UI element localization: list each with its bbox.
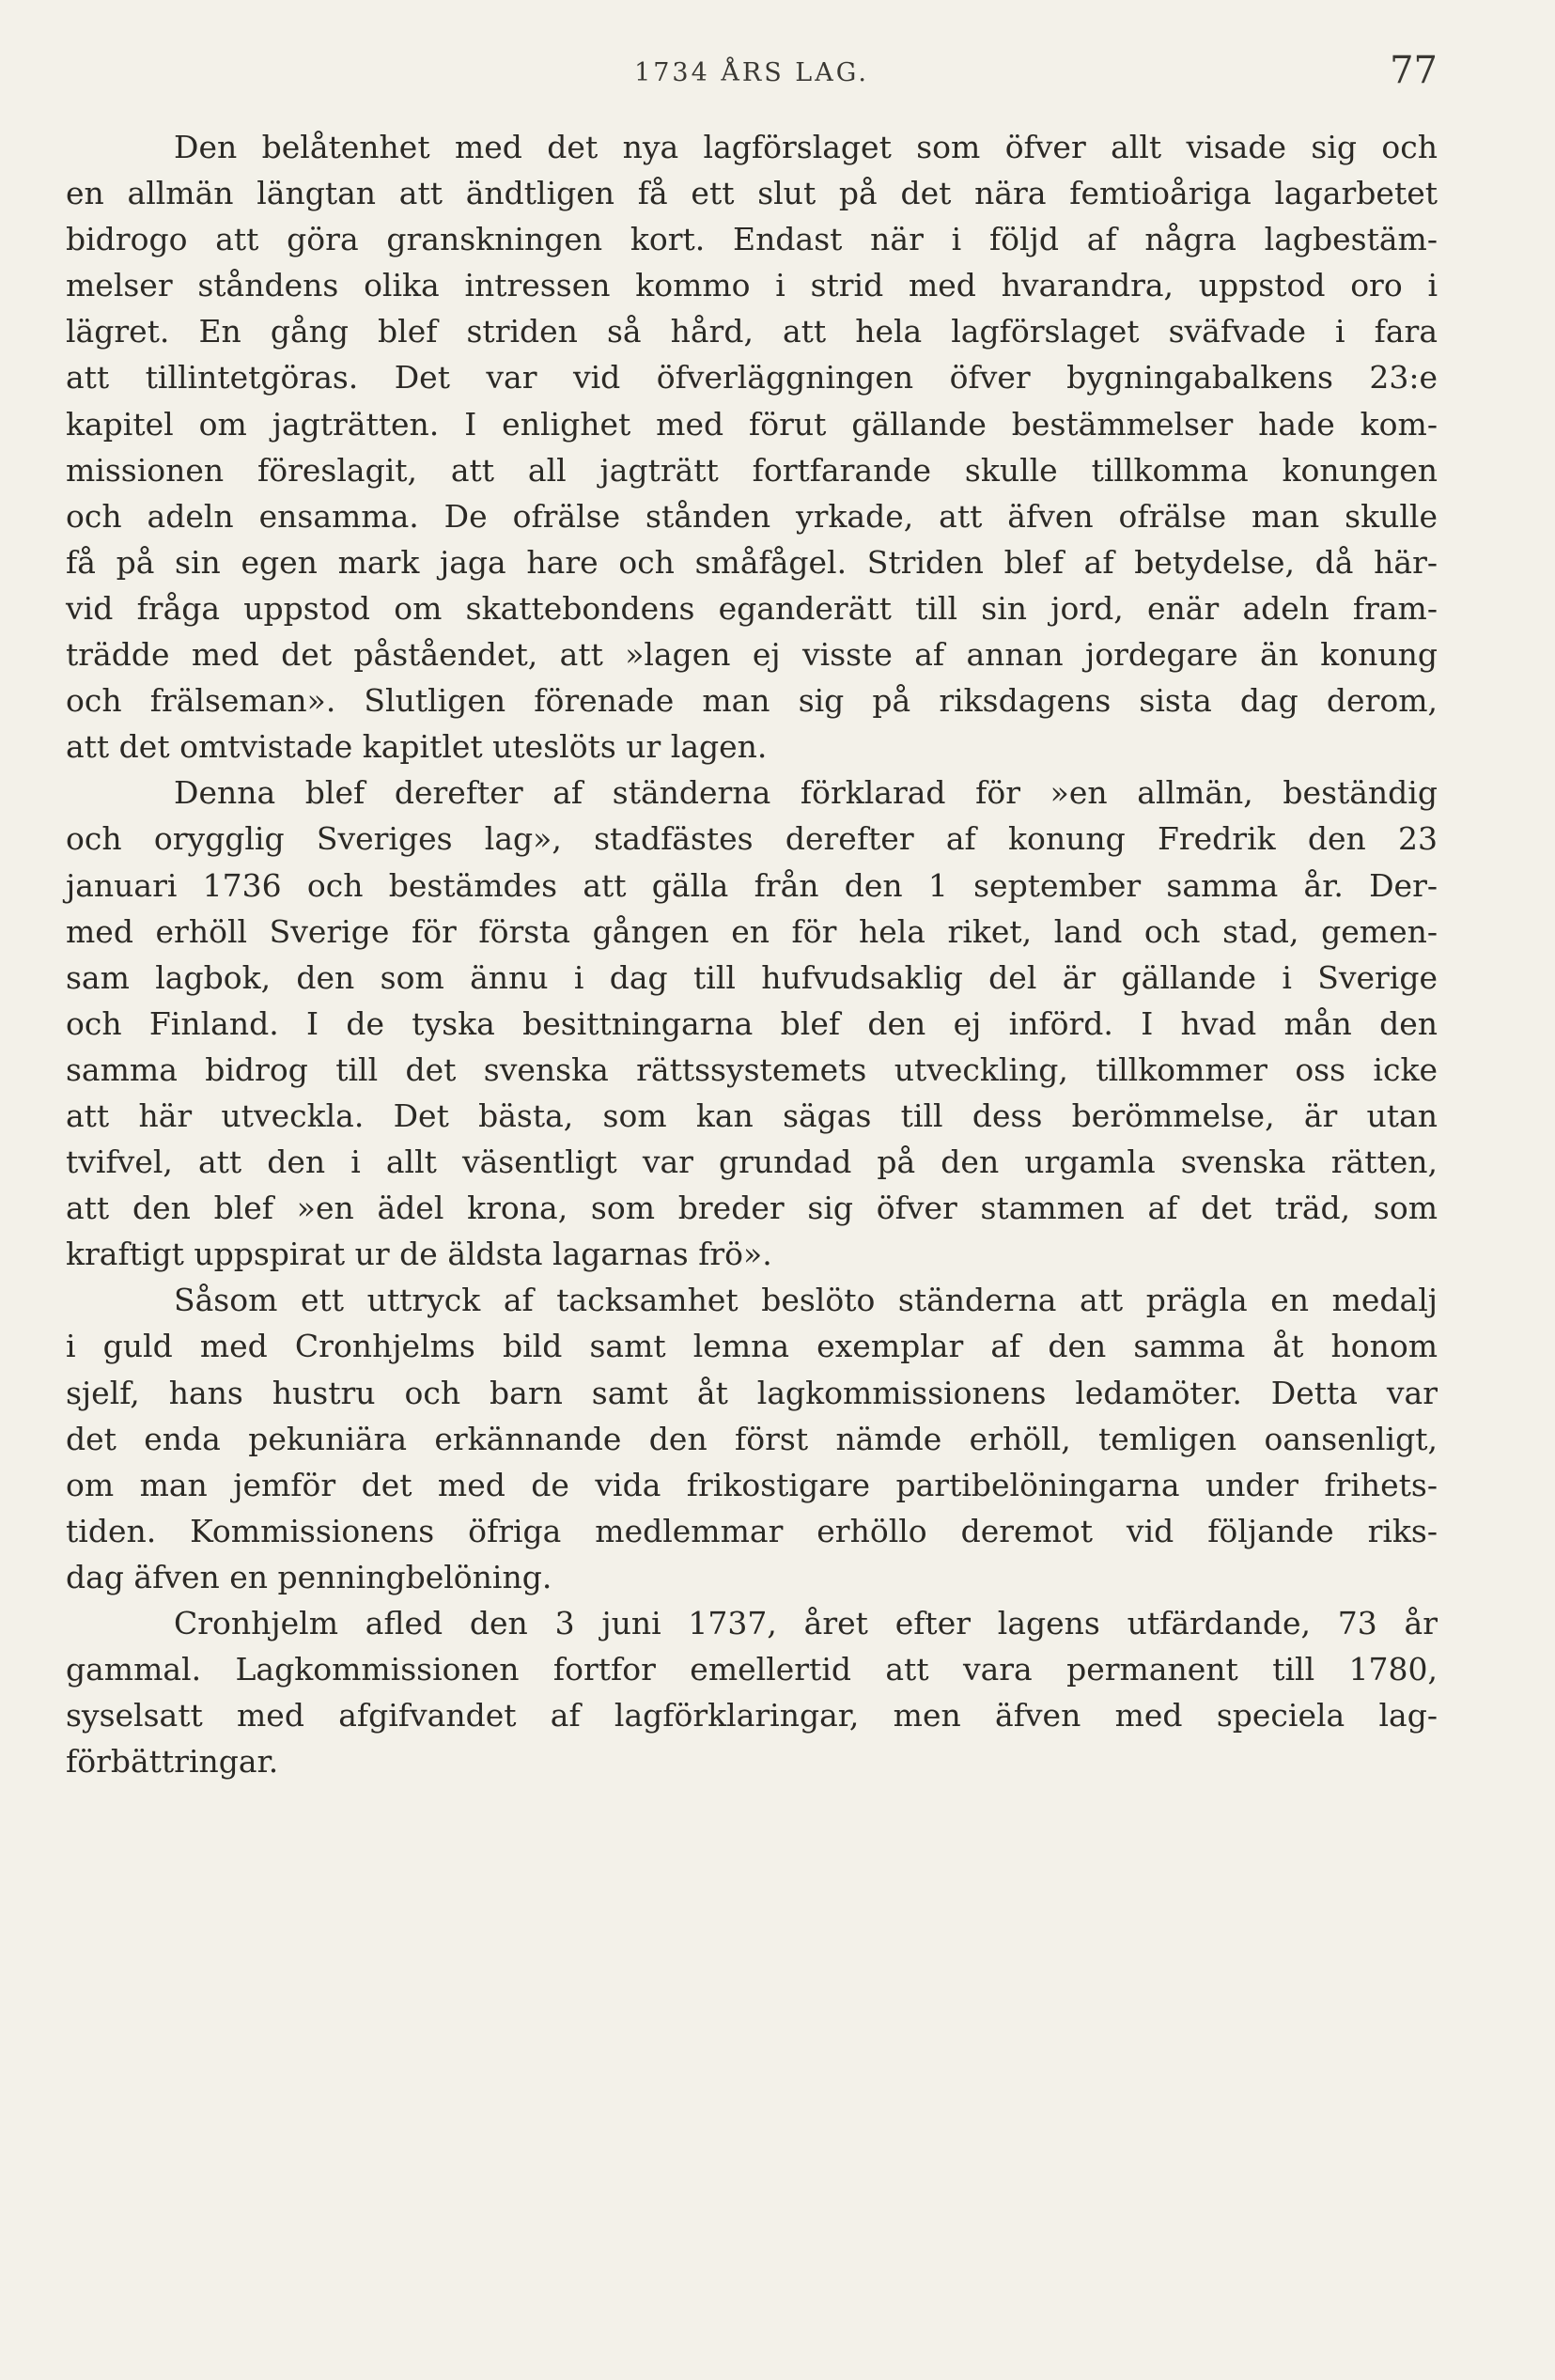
- text-line: Denna blef derefter af ständerna förklarad för »en allmän, beständig: [174, 774, 1438, 812]
- text-line: syselsatt med afgifvandet af lagförklaringar, men äfven med speciela lag-: [66, 1697, 1438, 1734]
- text-line: att tillintetgöras. Det var vid öfverläggningen öfver bygningabalkens 23:e: [66, 359, 1438, 397]
- text-line: i guld med Cronhjelms bild samt lemna exemplar af den samma åt honom: [66, 1328, 1438, 1365]
- text-line: dag äfven en penningbelöning.: [66, 1558, 552, 1595]
- text-line: om man jemför det med de vida frikostigare partibelöningarna under frihets-: [66, 1466, 1438, 1503]
- text-line: sjelf, hans hustru och barn samt åt lagkommissionens ledamöter. Detta var: [66, 1374, 1438, 1411]
- running-head: [66, 49, 1438, 105]
- text-line: få på sin egen mark jaga hare och småfågel. Striden blef af betydelse, då här-: [66, 543, 1438, 581]
- page-number: 77: [1390, 49, 1438, 92]
- text-line: sam lagbok, den som ännu i dag till hufvudsaklig del är gällande i Sverige: [66, 958, 1438, 996]
- text-line: januari 1736 och bestämdes att gälla från den 1 september samma år. Der-: [66, 866, 1438, 904]
- text-line: det enda pekuniära erkännande den först nämde erhöll, temligen oansenligt,: [66, 1420, 1438, 1457]
- text-line: och orygglig Sveriges lag», stadfästes derefter af konung Fredrik den 23: [66, 820, 1438, 858]
- text-line: och adeln ensamma. De ofrälse stånden yrkade, att äfven ofrälse man skulle: [66, 497, 1438, 535]
- text-line: att här utveckla. Det bästa, som kan sägas till dess berömmelse, är utan: [66, 1097, 1438, 1134]
- text-line: tiden. Kommissionens öfriga medlemmar erhöllo deremot vid följande riks-: [66, 1512, 1438, 1549]
- body-text: [66, 124, 1438, 1784]
- text-line: gammal. Lagkommissionen fortfor emellertid att vara permanent till 1780,: [66, 1651, 1438, 1688]
- text-line: missionen föreslagit, att all jagträtt fortfarande skulle tillkomma konungen: [66, 451, 1438, 489]
- text-line: förbättringar.: [66, 1743, 279, 1781]
- running-title: 1734 ÅRS LAG.: [634, 58, 869, 87]
- text-line: kapitel om jagträtten. I enlighet med förut gällande bestämmelser hade kom-: [66, 405, 1438, 443]
- text-line: Den belåtenhet med det nya lagförslaget som öfver allt visade sig och: [174, 129, 1438, 165]
- text-line: vid fråga uppstod om skattebondens eganderätt till sin jord, enär adeln fram-: [66, 589, 1438, 627]
- text-line: kraftigt uppspirat ur de äldsta lagarnas frö».: [66, 1236, 772, 1273]
- text-line: trädde med det påståendet, att »lagen ej visste af annan jordegare än konung: [66, 636, 1438, 674]
- text-line: melser ståndens olika intressen kommo i strid med hvarandra, uppstod oro i: [66, 267, 1438, 304]
- text-line: att det omtvistade kapitlet uteslöts ur lagen.: [66, 728, 768, 766]
- text-line: Cronhjelm afled den 3 juni 1737, året efter lagens utfärdande, 73 år: [174, 1605, 1438, 1641]
- text-line: tvifvel, att den i allt väsentligt var grundad på den urgamla svenska rätten,: [66, 1143, 1438, 1181]
- text-line: att den blef »en ädel krona, som breder sig öfver stammen af det träd, som: [66, 1190, 1438, 1227]
- text-line: en allmän längtan att ändtligen få ett slut på det nära femtioåriga lagarbetet: [66, 175, 1438, 212]
- text-line: Såsom ett uttryck af tacksamhet beslöto ständerna att prägla en medalj: [174, 1282, 1438, 1319]
- text-line: lägret. En gång blef striden så hård, att hela lagförslaget sväfvade i fara: [66, 313, 1438, 350]
- text-line: med erhöll Sverige för första gången en för hela riket, land och stad, gemen-: [66, 912, 1438, 950]
- text-line: och Finland. I de tyska besittningarna blef den ej införd. I hvad mån den: [66, 1004, 1438, 1042]
- text-line: samma bidrog till det svenska rättssystemets utveckling, tillkommer oss icke: [66, 1050, 1438, 1088]
- text-line: och frälseman». Slutligen förenade man sig på riksdagens sista dag derom,: [66, 682, 1438, 720]
- text-line: bidrogo att göra granskningen kort. Endast när i följd af några lagbestäm-: [66, 221, 1438, 258]
